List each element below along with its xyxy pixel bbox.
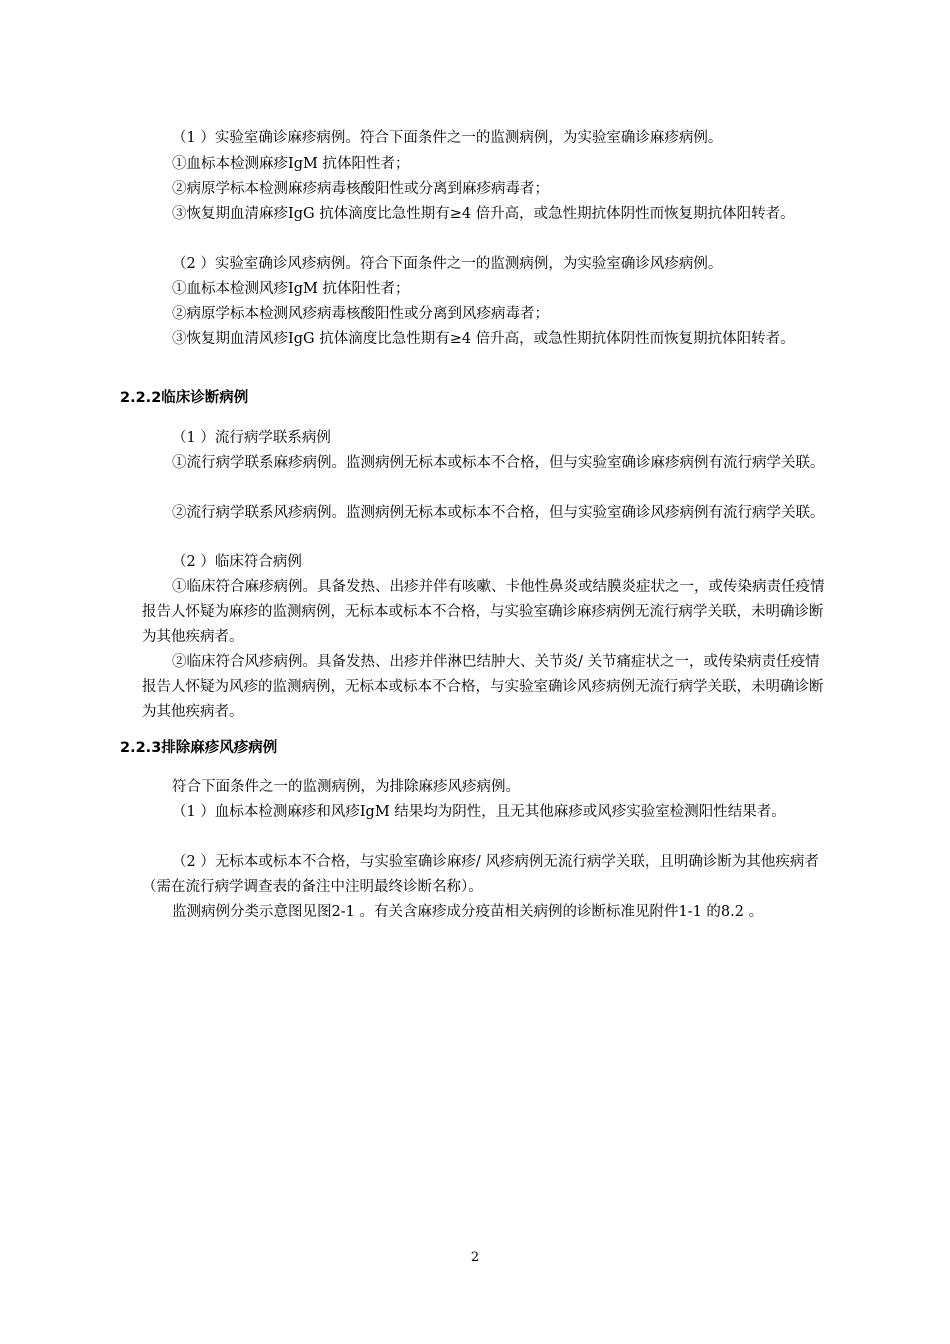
paragraph: （2 ）无标本或标本不合格，与实验室确诊麻疹/ 风疹病例无流行病学关联，且明确诊断为其他疾病者（需在流行病学调查表的备注中注明最终诊断名称）。	[142, 854, 819, 895]
paragraph: （2 ）临床符合病例	[172, 554, 302, 570]
paragraph: ①临床符合麻疹病例。具备发热、出疹并伴有咳嗽、卡他性鼻炎或结膜炎症状之一，或传染病责任疫情报告人怀疑为麻疹的监测病例，无标本或标本不合格，与实验室确诊麻疹病例无流行病学关联，未明确诊断为其他疾病者。	[142, 579, 825, 645]
paragraph: ②病原学标本检测麻疹病毒核酸阳性或分离到麻疹病毒者；	[172, 181, 549, 197]
paragraph: 监测病例分类示意图见图2-1 。有关含麻疹成分疫苗相关病例的诊断标准见附件1-1 的8.2 。	[172, 904, 764, 920]
section-heading: 2.2.2临床诊断病例	[120, 390, 249, 406]
paragraph: （2 ）实验室确诊风疹病例。符合下面条件之一的监测病例，为实验室确诊风疹病例。	[172, 256, 723, 272]
paragraph: ③恢复期血清风疹IgG 抗体滴度比急性期有≥4 倍升高，或急性期抗体阴性而恢复期抗体阳转者。	[172, 331, 795, 347]
paragraph: ①血标本检测麻疹IgM 抗体阳性者；	[172, 156, 410, 172]
paragraph: （1 ）血标本检测麻疹和风疹IgM 结果均为阴性，且无其他麻疹或风疹实验室检测阳性结果者。	[172, 804, 786, 820]
paragraph: ③恢复期血清麻疹IgG 抗体滴度比急性期有≥4 倍升高，或急性期抗体阴性而恢复期抗体阳转者。	[172, 206, 795, 222]
paragraph: ②病原学标本检测风疹病毒核酸阳性或分离到风疹病毒者；	[172, 306, 549, 322]
section-heading: 2.2.3排除麻疹风疹病例	[120, 740, 278, 756]
paragraph: ①流行病学联系麻疹病例。监测病例无标本或标本不合格，但与实验室确诊麻疹病例有流行病学关联。	[172, 455, 825, 471]
paragraph: （1 ）流行病学联系病例	[172, 430, 331, 446]
page-number: 2	[470, 1250, 480, 1265]
paragraph: ②流行病学联系风疹病例。监测病例无标本或标本不合格，但与实验室确诊风疹病例有流行病学关联。	[172, 505, 825, 521]
paragraph: （1 ）实验室确诊麻疹病例。符合下面条件之一的监测病例，为实验室确诊麻疹病例。	[172, 130, 723, 146]
paragraph: ①血标本检测风疹IgM 抗体阳性者；	[172, 281, 410, 297]
paragraph: 符合下面条件之一的监测病例，为排除麻疹风疹病例。	[172, 779, 520, 795]
paragraph: ②临床符合风疹病例。具备发热、出疹并伴淋巴结肿大、关节炎/ 关节痛症状之一，或传染病责任疫情报告人怀疑为风疹的监测病例，无标本或标本不合格，与实验室确诊风疹病例无流行病学关联，未明确诊断为其他疾病者。	[142, 654, 824, 720]
